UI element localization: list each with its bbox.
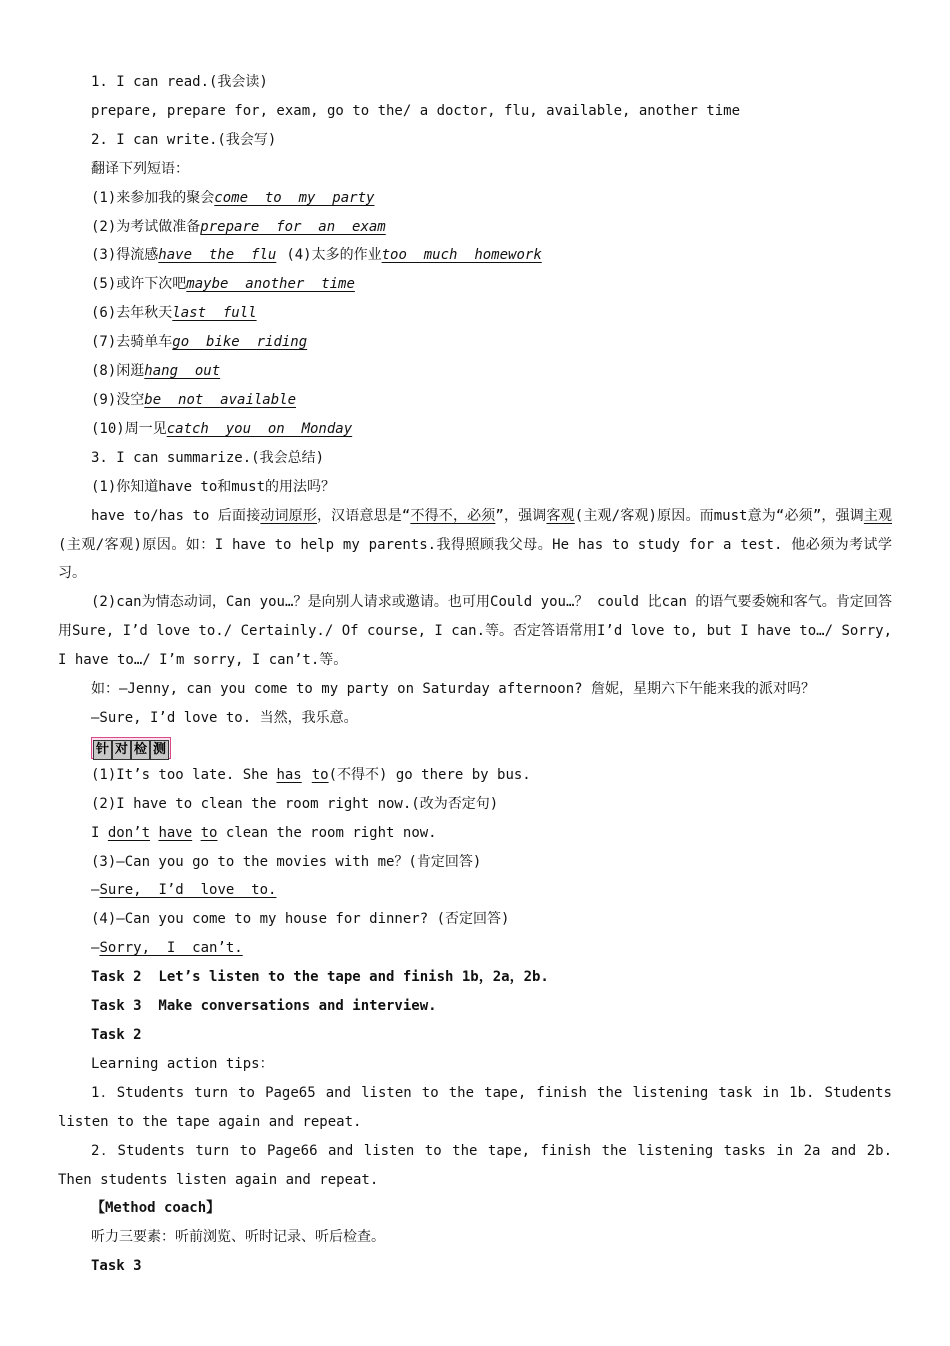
phrase-answer: prepare for an exam <box>200 218 386 235</box>
example-line-1: 如：—Jenny, can you come to my party on Saturday afternoon? 詹妮，星期六下午能来我的派对吗？ <box>91 681 816 698</box>
phrase-item: (10)周一见catch you on Monday <box>91 420 353 437</box>
phrase-answer: hang out <box>144 363 221 380</box>
phrase-answer: maybe another time <box>186 276 355 293</box>
method-coach-text: 听力三要素：听前浏览、听时记录、听后检查。 <box>91 1229 385 1246</box>
task-2-heading: Task 2 <box>91 1027 142 1043</box>
answer-blank: have <box>158 824 193 841</box>
answer-blank: to <box>200 824 218 841</box>
task-3-heading: Task 3 <box>91 1258 142 1275</box>
phrase-answer: too much homework <box>381 247 542 264</box>
document-page <box>58 68 892 1281</box>
answer-blank: don’t <box>107 824 151 841</box>
answer-blank: Sorry, I can’t. <box>99 940 243 957</box>
phrase-item: (1)来参加我的聚会come to my party <box>91 189 375 206</box>
phrase-answer: catch you on Monday <box>166 420 353 437</box>
targeted-check-badge: 针 对 检 测 <box>91 737 171 759</box>
phrase-item: (9)没空be not available <box>91 391 297 408</box>
phrase-item: (7)去骑单车go bike riding <box>91 334 308 351</box>
section-2-heading: 2. I can write.(我会写) <box>91 131 277 148</box>
phrase-answer: have the flu <box>158 247 277 264</box>
check-question-4: (4)—Can you come to my house for dinner? (否定回答) <box>91 911 510 928</box>
section-1-heading: 1. I can read.(我会读) <box>91 74 268 90</box>
read-words: prepare, prepare for, exam, go to the/ a doctor, flu, available, another time <box>91 102 741 119</box>
method-coach-heading: 【Method coach】 <box>91 1200 221 1217</box>
translate-instruction: 翻译下列短语： <box>91 160 189 177</box>
check-answer-3: —Sure, I’d love to. <box>91 882 277 899</box>
summary-paragraph-2: (2)can为情态动词，Can you…？是向别人请求或邀请。也可用Could you…？ could 比can 的语气要委婉和客气。肯定回答用Sure, I’d love to./ Certainly./ Of course, I can.等。否定答语常用I’d love to, but I have to…/ Sorry, I have to…/ I’m sorry, I can’t.等。 <box>58 594 893 669</box>
phrase-item: (5)或许下次吧maybe another time <box>91 276 355 293</box>
phrase-item: (6)去年秋天last full <box>91 305 257 322</box>
check-answer-4: —Sorry, I can’t. <box>91 940 243 957</box>
phrase-item: (2)为考试做准备prepare for an exam <box>91 218 386 235</box>
task-3-title: Task 3 Make conversations and interview. <box>91 998 437 1015</box>
answer-blank: to <box>311 766 329 783</box>
phrase-answer: come to my party <box>214 189 375 206</box>
tip-2: 2．Students turn to Page66 and listen to the tape, finish the listening tasks in 2a and 2b. Then students listen again and repeat. <box>58 1142 892 1188</box>
check-answer-2: I don’t have to clean the room right now. <box>91 824 437 841</box>
phrase-item: (3)得流感have the flu (4)太多的作业too much homework <box>91 247 542 264</box>
answer-blank: Sure, I’d love to. <box>99 882 277 899</box>
phrase-item: (8)闲逛hang out <box>91 363 221 380</box>
learning-tips-heading: Learning action tips： <box>91 1055 274 1072</box>
summary-paragraph-1: have to/has to 后面接动词原形，汉语意思是“不得不，必须”，强调客观(主观/客观)原因。而must意为“必须”，强调主观(主观/客观)原因。如：I have to help my parents.我得照顾我父母。He has to study for a test. 他必须为考试学习。 <box>58 507 893 582</box>
phrase-answer: last full <box>172 305 257 322</box>
answer-blank: has <box>276 766 302 783</box>
check-question-1: (1)It’s too late. She has to(不得不) go there by bus. <box>91 766 531 783</box>
task-2-title: Task 2 Let’s listen to the tape and finish 1b，2a，2b. <box>91 969 549 986</box>
section-3-heading: 3. I can summarize.(我会总结) <box>91 449 325 466</box>
phrase-answer: go bike riding <box>172 334 308 351</box>
check-question-3: (3)—Can you go to the movies with me？(肯定回答) <box>91 853 482 870</box>
summary-question-1: (1)你知道have to和must的用法吗？ <box>91 478 336 495</box>
example-line-2: —Sure, I’d love to. 当然，我乐意。 <box>91 709 358 726</box>
phrase-answer: be not available <box>144 391 297 408</box>
check-question-2: (2)I have to clean the room right now.(改为否定句) <box>91 795 499 812</box>
tip-1: 1．Students turn to Page65 and listen to the tape, finish the listening task in 1b. Students listen to the tape again and repeat. <box>58 1084 892 1130</box>
